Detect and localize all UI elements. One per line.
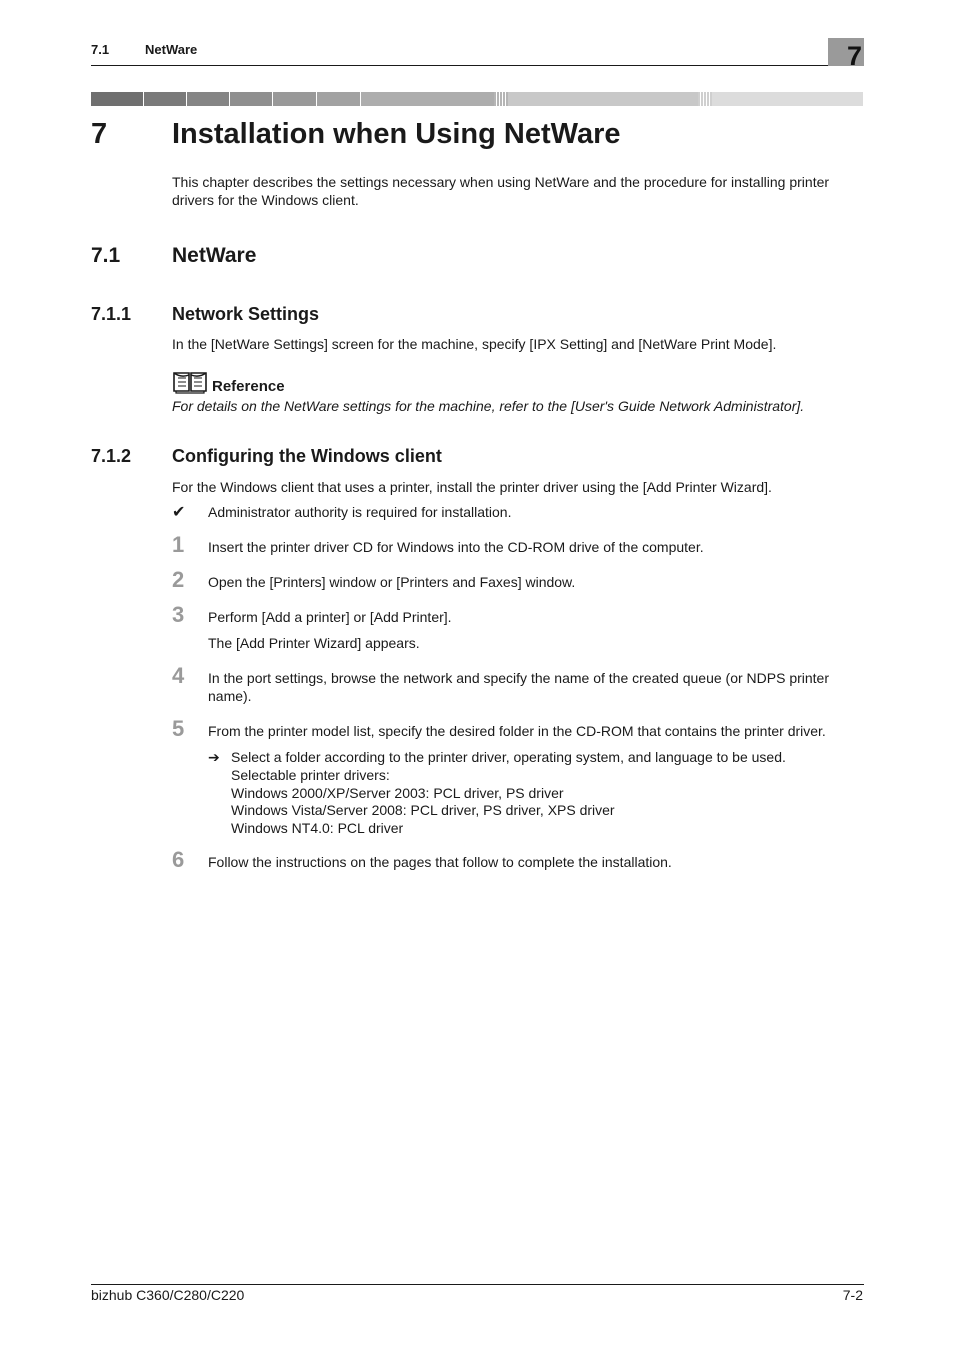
step-text: Perform [Add a printer] or [Add Printer]. [208,609,452,625]
book-icon [172,370,208,399]
check-icon: ✔ [172,504,186,521]
reference-label: Reference [212,378,285,395]
header-section-title: NetWare [145,42,198,57]
step-number: 2 [172,567,185,592]
step-number: 3 [172,602,185,627]
sub-note-line: Windows Vista/Server 2008: PCL driver, PS driver, XPS driver [231,802,615,819]
step-number: 6 [172,847,185,872]
sub-note-line: Windows NT4.0: PCL driver [231,820,404,837]
check-text: Administrator authority is required for installation. [208,504,512,520]
subsection-1-title: Network Settings [172,304,320,324]
footer-rule [91,1284,864,1285]
step-text: Open the [Printers] window or [Printers and Faxes] window. [208,574,576,590]
chapter-tab [828,38,864,71]
step-number: 5 [172,716,185,741]
chapter-title: Installation when Using NetWare [172,118,621,150]
arrow-icon: ➔ [208,749,220,765]
chapter-number: 7 [91,118,108,150]
chapter-tab-number: 7 [846,41,862,71]
subsection-1-text: In the [NetWare Settings] screen for the machine, specify [IPX Setting] and [NetWare Print Mode]. [172,336,777,352]
step-text: Follow the instructions on the pages that follow to complete the installation. [208,854,672,870]
sub-note-line: Windows 2000/XP/Server 2003: PCL driver, PS driver [231,784,564,801]
subsection-2-number: 7.1.2 [91,446,132,466]
reference-text: For details on the NetWare settings for the machine, refer to the [User's Guide Network Administrator]. [172,398,805,414]
section-number: 7.1 [91,244,121,267]
footer-product: bizhub C360/C280/C220 [91,1287,245,1303]
sub-note-line: Select a folder according to the printer driver, operating system, and language to be used. [231,749,786,765]
sub-note-line: Selectable printer drivers: [231,766,390,783]
section-title: NetWare [172,244,257,267]
step-result: The [Add Printer Wizard] appears. [208,635,420,651]
subsection-1-number: 7.1.1 [91,304,132,324]
footer-page-number: 7-2 [842,1287,863,1303]
step-text: In the port settings, browse the network and specify the name of the created queue (or NDPS printer name). [208,670,830,704]
step-number: 4 [172,663,185,688]
decorative-bar [91,92,864,106]
sub-note [231,749,861,838]
subsection-2-title: Configuring the Windows client [172,446,442,466]
header-rule [91,65,864,66]
step-number: 1 [172,532,185,557]
subsection-2-text: For the Windows client that uses a printer, install the printer driver using the [Add Printer Wizard]. [172,479,772,495]
header-section-number: 7.1 [91,42,110,57]
step-text: From the printer model list, specify the desired folder in the CD-ROM that contains the printer driver. [208,723,826,739]
chapter-intro: This chapter describes the settings necessary when using NetWare and the procedure for installing printer drivers for the Windows client. [172,174,830,208]
step-text: Insert the printer driver CD for Windows into the CD-ROM drive of the computer. [208,539,704,555]
